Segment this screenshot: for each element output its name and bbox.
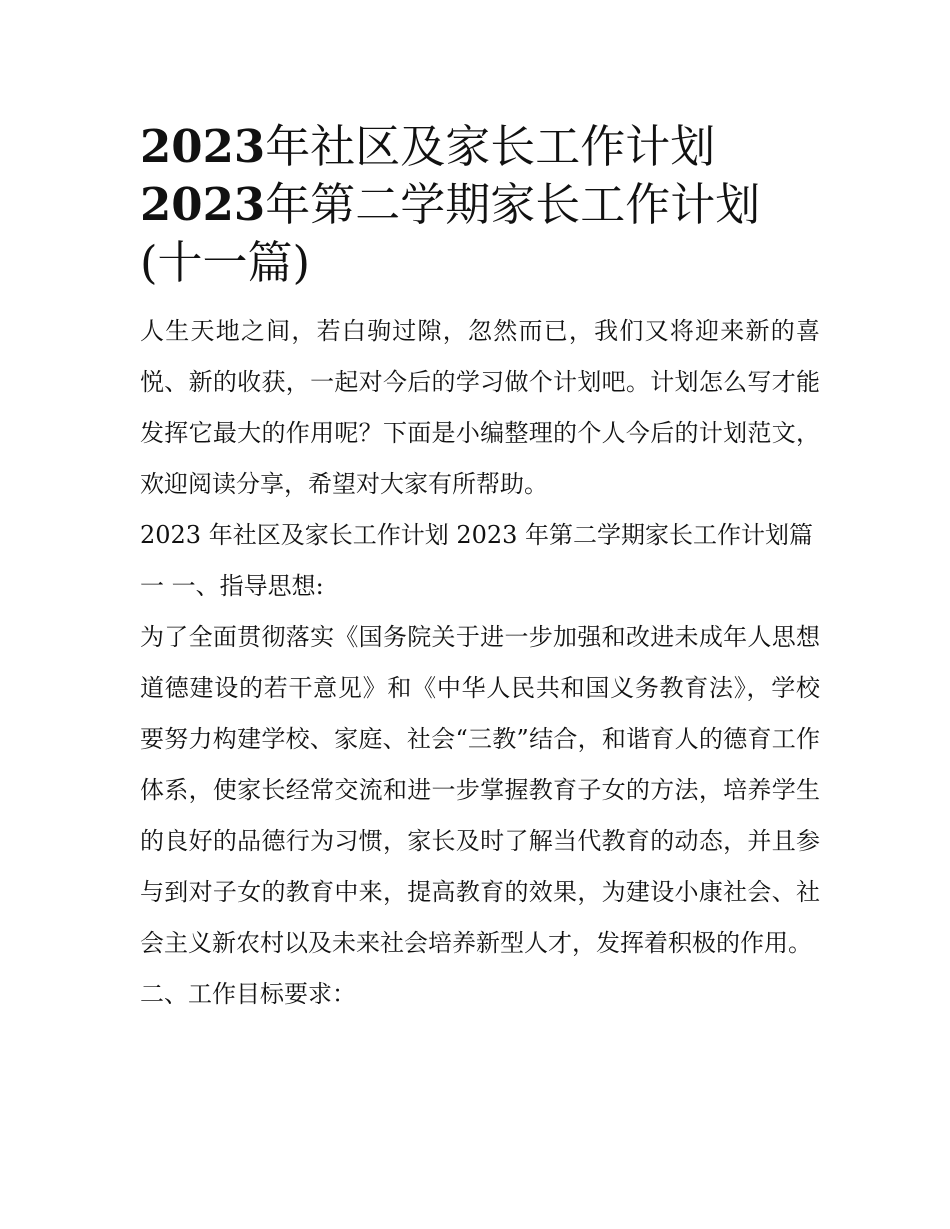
title-text-1: 年社区及家长工作计划 — [265, 120, 716, 173]
goals-heading: 二、工作目标要求： — [140, 980, 356, 1008]
guiding-paragraph: 为了全面贯彻落实《国务院关于进一步加强和改进未成年人思想道德建设的若干意见》和《中华人民共和国义务教育法》，学校要努力构建学校、家庭、社会“三教”结合，和谐育人的德育工作体系，使家长经常交流和进一步掌握教育子女的方法，培养学生的良好的品德行为习惯，家长及时了解当代教育的动态，并且参与到对子女的教育中来，提高教育的效果，为建设小康社会、社会主义新农村以及未来社会培养新型人才，发挥着积极的作用。 — [140, 623, 820, 957]
section-heading-line-2: 一 一、指导思想: — [140, 572, 324, 600]
title-year-2: 2023 — [140, 178, 266, 231]
intro-paragraph: 人生天地之间，若白驹过隙，忽然而已，我们又将迎来新的喜悦、新的收获，一起对今后的学习做个计划吧。计划怎么写才能发挥它最大的作用呢？下面是小编整理的个人今后的计划范文，欢迎阅读分享，希望对大家有所帮助。 — [140, 317, 820, 498]
title-line-1 — [140, 118, 820, 176]
document-body — [140, 306, 820, 1020]
title-line-2 — [140, 176, 820, 234]
document-page — [140, 118, 820, 1020]
document-title — [140, 118, 820, 292]
section-heading-line-1: 2023 年社区及家长工作计划 2023 年第二学期家长工作计划篇 — [140, 521, 814, 549]
title-text-2: 年第二学期家长工作计划 — [265, 178, 761, 231]
title-year-1: 2023 — [140, 120, 266, 173]
title-line-3: (十一篇) — [140, 236, 311, 289]
